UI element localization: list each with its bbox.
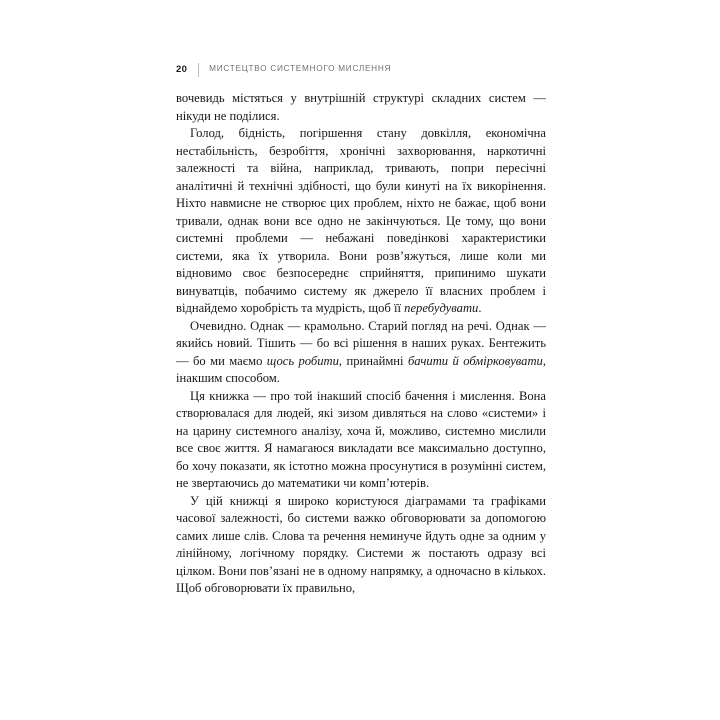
- page-number: 20: [176, 63, 188, 75]
- paragraph-2-emphasis: перебудувати: [404, 301, 479, 316]
- paragraph-1: [176, 90, 546, 125]
- paragraph-3-text-part-2: , принаймні: [338, 353, 408, 368]
- paragraph-2-text-tail: .: [478, 301, 482, 316]
- paragraph-3: [176, 318, 546, 388]
- paragraph-2-text: Голод, бідність, погіршення стану довкілля, економічна нестабільність, безробіття, хронічні захворювання, наркотичні залежності та війна, наприклад, тривають, попри пересічні аналітичні й технічні здібності, що були кинуті на їх викорінення. Ніхто навмисне не створює цих проблем, ніхто не бажає, щоб вони тривали, однак вони все одно не закінчуються. Це тому, що вони системні проблеми — небажані поведінкові характеристики системи, яка їх утворила. Вони розв’яжуться, лише коли ми відновимо своє безпосереднє сприйняття, припинимо шукати винуватців, побачимо систему як джерело її власних проблем і віднайдемо хоробрість та мудрість, щоб її: [176, 126, 546, 316]
- paragraph-5-text: У цій книжці я широко користуюся діаграмами та графіками часової залежності, бо системи важко обговорювати за допомогою самих лише слів. Слова та речення неминуче йдуть одне за одним у лінійному, логічному порядку. Системи ж постають одразу всі цілком. Вони пов’язані не в одному напрямку, а одночасно в кількох. Щоб обговорювати їх правильно,: [176, 493, 546, 596]
- body-text-column: [176, 90, 546, 598]
- book-title-running-head: МИСТЕЦТВО СИСТЕМНОГО МИСЛЕННЯ: [209, 64, 392, 74]
- paragraph-5: [176, 493, 546, 598]
- paragraph-4-text: Ця книжка — про той інакший спосіб бачення і мислення. Вона створювалася для людей, які зизом дивляться на слово «системи» і на царину системного аналізу, хоча й, можливо, системно мислили все своє життя. Я намагаюся викладати все максимально доступно, бо хочу показати, як істотно можна просунутися в розумінні систем, не звертаючись до математики чи комп’ютерів.: [176, 388, 546, 491]
- paragraph-3-emphasis-1: щось робити: [266, 353, 339, 368]
- running-head: [176, 61, 546, 78]
- paragraph-3-text-part-1: Очевидно. Однак — крамольно. Старий погляд на речі. Однак — якийсь новий. Тішить — бо всі рішення в наших руках. Бентежить — бо ми маємо: [176, 318, 546, 368]
- paragraph-3-text-part-3: , інакшим способом.: [176, 353, 547, 386]
- paragraph-3-emphasis-2: бачити й обмірковувати: [407, 353, 543, 368]
- paragraph-2: [176, 125, 546, 318]
- header-divider-rule: [198, 63, 199, 77]
- paragraph-4: [176, 388, 546, 493]
- paragraph-1-text: вочевидь містяться у внутрішній структурі складних систем — нікуди не поділися.: [176, 91, 546, 123]
